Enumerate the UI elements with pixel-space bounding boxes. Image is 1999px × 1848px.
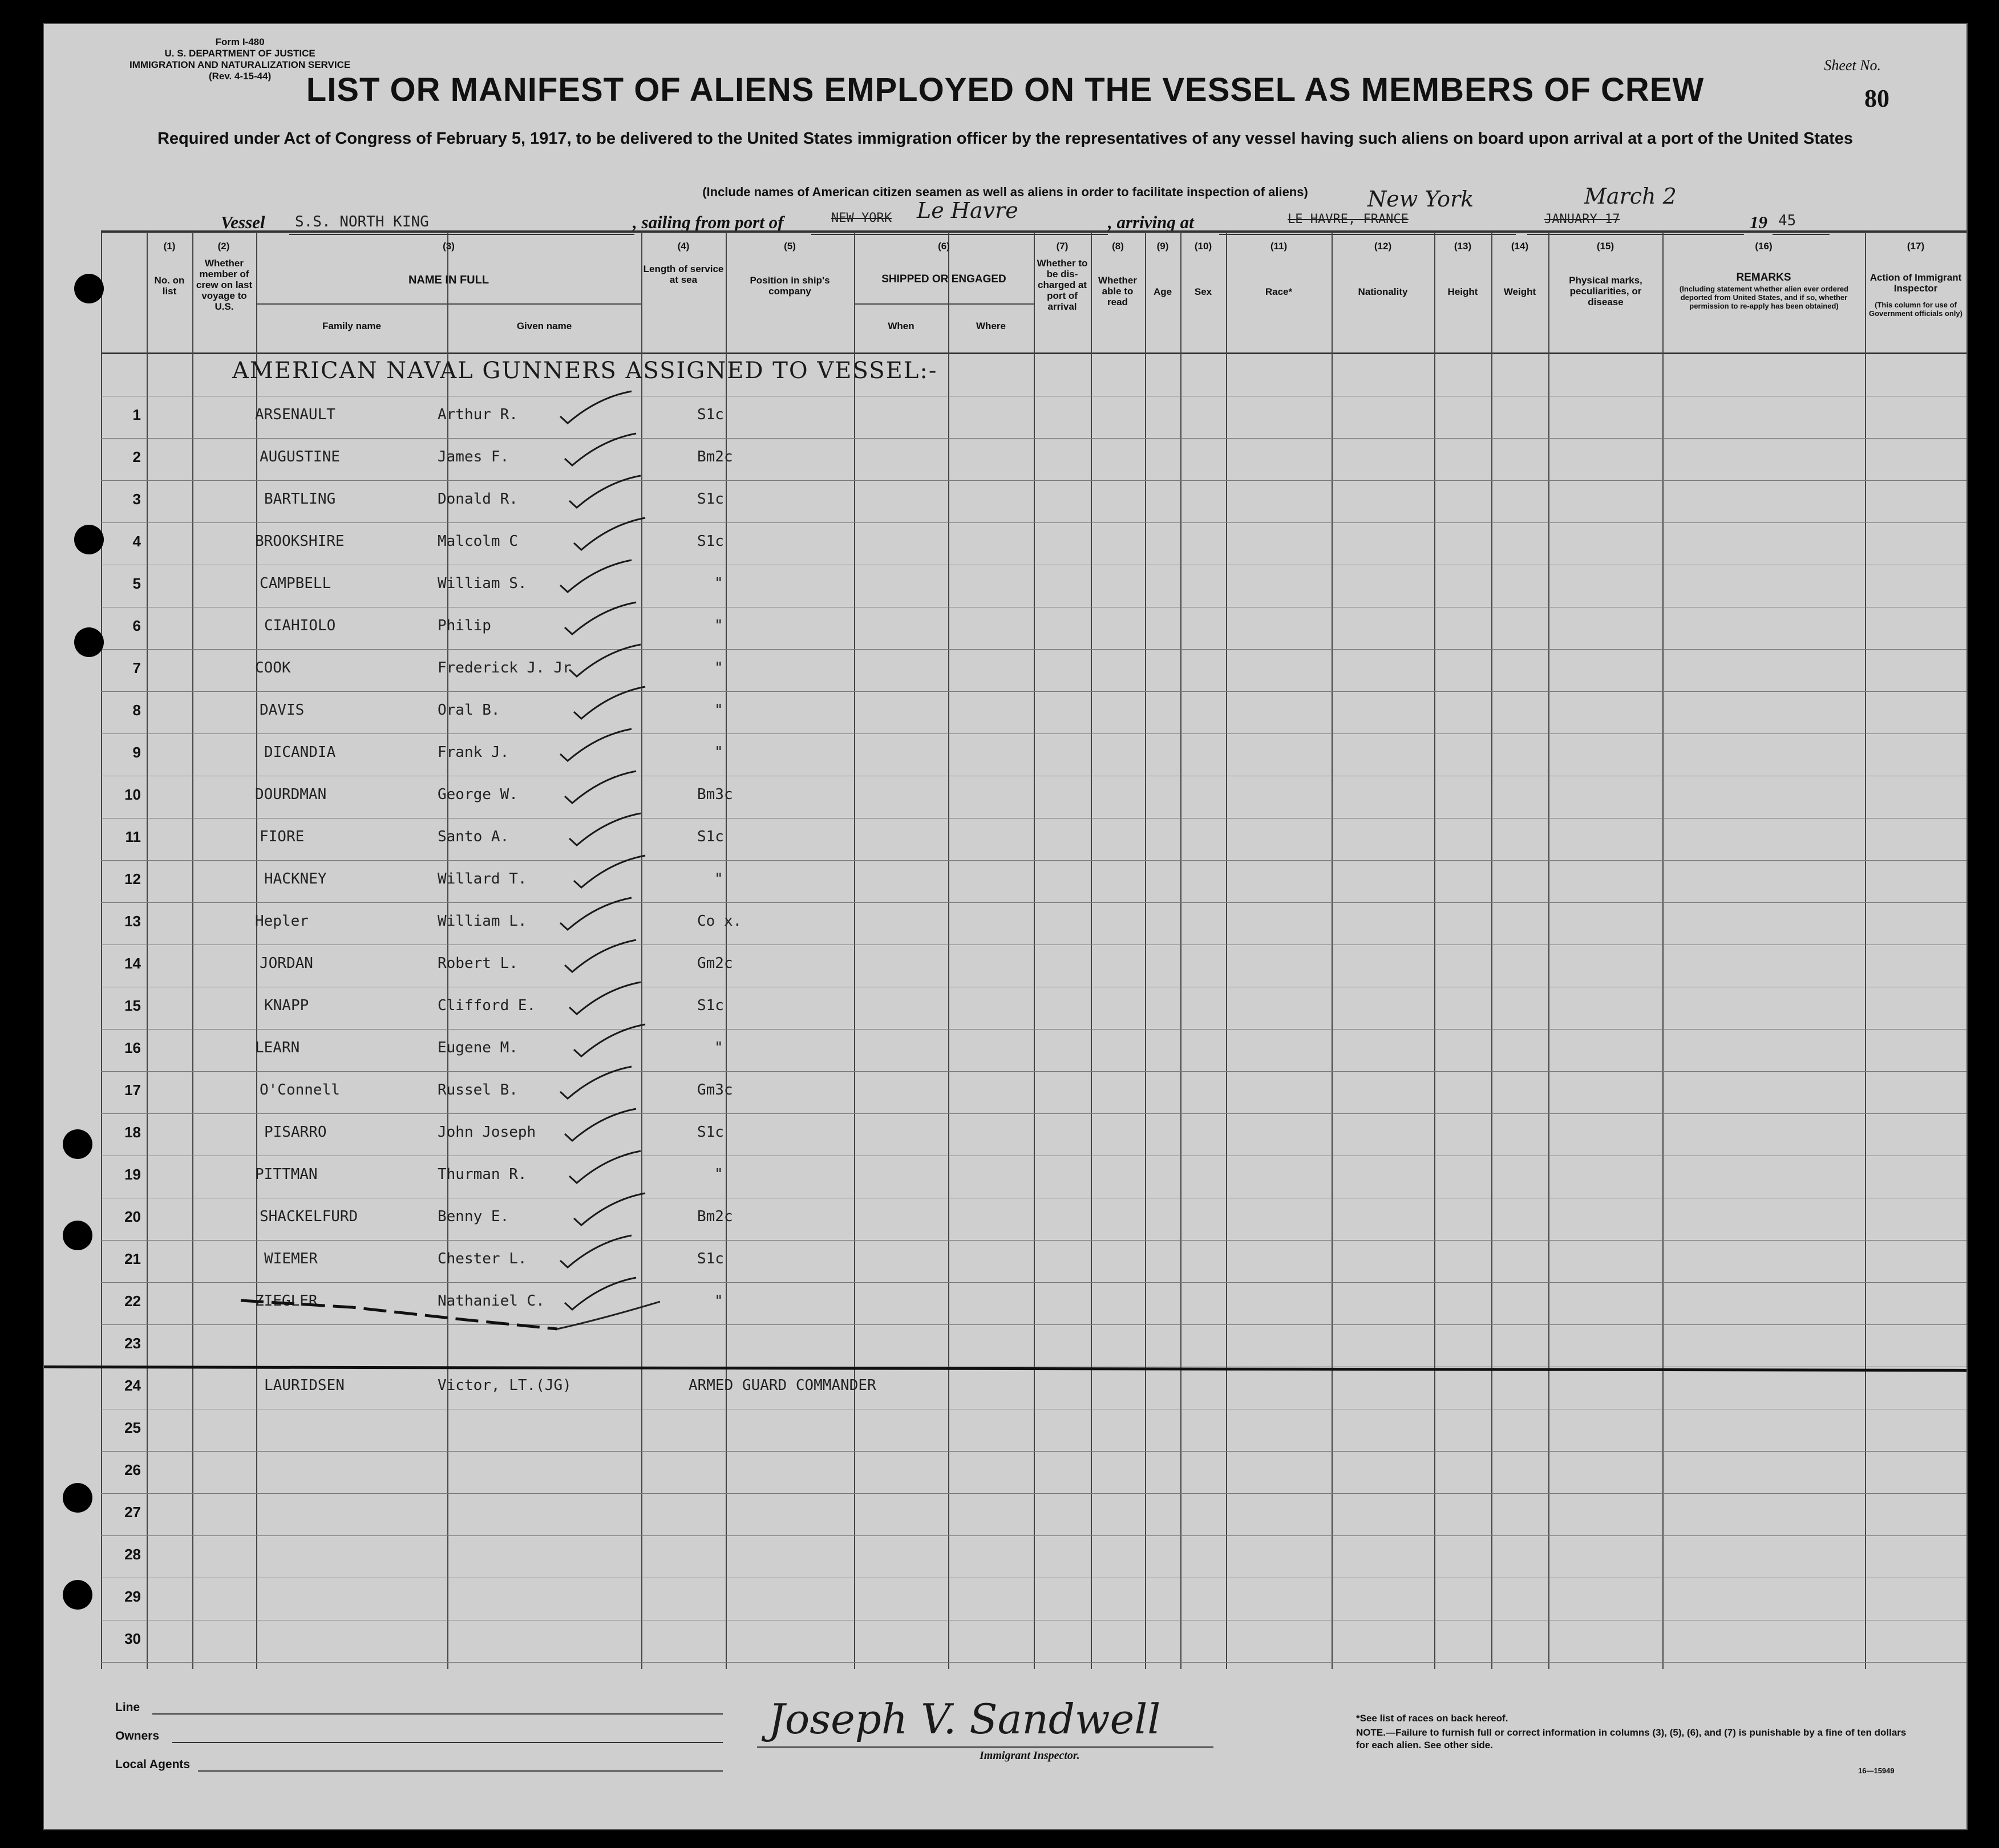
col-number: (14) [1511,241,1529,252]
department-name: U. S. DEPARTMENT OF JUSTICE [164,48,315,59]
row-number: 9 [132,744,141,761]
column-rule [948,232,949,1669]
column-rule [1548,232,1549,1669]
sheet-number-label: Sheet No. [1824,57,1881,74]
arriving-label: , arriving at [1108,212,1194,232]
column-rule [1034,232,1035,1669]
check-mark-icon [571,853,651,893]
given-name: Frederick J. Jr [438,659,572,676]
given-name: William L. [438,913,527,930]
given-name: Oral B. [438,702,500,719]
row-number: 16 [124,1039,141,1056]
family-name: FIORE [260,828,305,845]
check-mark-icon [562,769,642,809]
col-heading: No. on list [154,275,185,297]
punch-hole [63,1129,92,1159]
given-name: Robert L. [438,955,518,972]
col-number: (15) [1596,241,1614,252]
row-number: 20 [124,1208,141,1225]
owners-underline [172,1742,723,1743]
row-number: 4 [132,533,141,550]
row-number: 10 [124,786,141,803]
col-heading: Height [1447,286,1478,297]
year-prefix: 19 [1750,212,1767,232]
subheader-rule [256,303,641,305]
given-name: Donald R. [438,491,518,508]
row-rule [101,1662,1966,1663]
arriving-port-handwritten: New York [1367,187,1474,212]
row-rule [101,1029,1966,1030]
col-number: (10) [1194,241,1212,252]
col-heading: SHIPPED OR ENGAGED [881,273,1006,285]
family-name: Hepler [255,913,309,930]
row-number: 2 [132,448,141,465]
col-number: (6) [938,241,950,252]
signature-underline [757,1746,1213,1748]
ship-position: S1c [697,828,724,845]
service-name: IMMIGRATION AND NATURALIZATION SERVICE [130,59,351,70]
col-number: (5) [784,241,796,252]
col-number: (7) [1056,241,1069,252]
form-revision: (Rev. 4-15-44) [208,71,272,82]
family-name: BROOKSHIRE [255,533,345,550]
column-rule [854,232,855,1669]
given-name: Chester L. [438,1250,527,1267]
family-name: CIAHIOLO [264,617,336,634]
agents-underline [198,1770,723,1772]
family-name: LAURIDSEN [264,1377,345,1394]
given-name: Frank J. [438,744,509,761]
col-heading: Physical marks, peculiarities, or disease [1569,275,1642,307]
given-name: Nathaniel C. [438,1292,545,1310]
given-name: Russel B. [438,1081,518,1099]
column-rule [447,232,448,1669]
inspector-signature: Joseph V. Sandwell [768,1695,1161,1743]
column-rule [1491,232,1492,1669]
column-rule [1662,232,1664,1669]
sailing-underline [811,234,1108,235]
family-name: DICANDIA [264,744,336,761]
col-heading: Length of service at sea [643,264,724,285]
given-name: Clifford E. [438,997,536,1014]
family-name: O'Connell [260,1081,340,1099]
check-mark-icon [571,1022,651,1062]
given-name: Willard T. [438,870,527,887]
family-name: SHACKELFURD [260,1208,358,1225]
ship-position: Bm2c [697,448,733,465]
form-number: Form I-480 [215,37,265,47]
col-number: (12) [1374,241,1392,252]
line-label: Line [115,1701,140,1714]
sailing-port-handwritten: Le Havre [917,198,1018,223]
arrival-date-typed: JANUARY 17 [1544,212,1620,226]
row-number: 22 [124,1292,141,1310]
row-rule [101,1071,1966,1072]
ship-position: Bm2c [697,1208,733,1225]
check-mark-icon [557,1233,637,1273]
year-underline [1773,234,1830,235]
column-rule [1865,232,1866,1669]
column-rule [1145,232,1146,1669]
row-number: 11 [125,828,141,845]
row-number: 27 [124,1503,141,1521]
column-rule [101,232,102,1669]
ship-position: Gm2c [697,955,733,972]
punch-hole [63,1580,92,1610]
col-number: (3) [443,241,455,252]
col-number: (4) [677,241,690,252]
subheader-rule [854,303,1034,305]
check-mark-icon [566,1149,646,1189]
row-rule [101,522,1966,523]
given-name: Arthur R. [438,406,518,423]
row-rule [101,691,1966,692]
owners-label: Owners [115,1729,160,1742]
ship-position: S1c [697,1124,724,1141]
punch-hole [74,525,104,554]
col-number: (11) [1270,241,1288,252]
check-mark-icon [562,600,642,640]
row-number: 29 [124,1588,141,1605]
family-name: AUGUSTINE [260,448,340,465]
row-number: 15 [124,997,141,1014]
manifest-sheet [43,23,1968,1830]
family-name: DAVIS [260,702,305,719]
check-mark-icon [566,473,646,513]
column-rule [1180,232,1181,1669]
col-heading: Nationality [1358,286,1408,297]
document-title: LIST OR MANIFEST OF ALIENS EMPLOYED ON THE VESSEL AS MEMBERS OF CREW [306,71,1705,108]
punch-hole [63,1483,92,1513]
row-number: 3 [132,491,141,508]
row-number: 8 [132,702,141,719]
col-heading: Whether member of crew on last voyage to U.S. [196,258,253,312]
check-mark-icon [557,727,637,767]
check-mark-icon [557,389,637,429]
family-name: ZIEGLER [255,1292,318,1310]
col-number: (16) [1755,241,1773,252]
signature-title: Immigrant Inspector. [980,1749,1080,1762]
column-rule [256,232,257,1669]
vessel-label: Vessel [221,212,265,232]
ship-position: " [714,702,723,719]
col-heading: NAME IN FULL [408,274,489,286]
row-number: 21 [124,1250,141,1267]
col-heading: Sex [1194,286,1212,297]
row-rule [101,902,1966,903]
col-heading: Position in ship's company [750,275,830,297]
given-name: Benny E. [438,1208,509,1225]
date-underline [1527,234,1744,235]
row-rule [101,1451,1966,1452]
year-suffix: 45 [1778,212,1796,229]
row-number: 14 [124,955,141,972]
col-number: (9) [1156,241,1169,252]
check-mark-icon [562,431,642,471]
column-rule [1332,232,1333,1669]
penalty-note: NOTE.—Failure to furnish full or correct information in columns (3), (5), (6), and (7) is punishable by a fine of ten dollars for each alien. See other side. [1356,1727,1907,1750]
col-heading: Weight [1503,286,1536,297]
row-number: 26 [124,1461,141,1478]
ship-position: " [714,744,723,761]
check-mark-icon [557,1064,637,1104]
row-number: 18 [124,1124,141,1141]
family-name: KNAPP [264,997,309,1014]
check-mark-icon [566,980,646,1020]
given-name: Philip [438,617,491,634]
arriving-port-typed: LE HAVRE, FRANCE [1288,212,1409,226]
sailing-port-typed: NEW YORK [831,211,892,225]
row-number: 28 [124,1546,141,1563]
sailing-label: , sailing from port of [633,212,784,232]
local-agents-label: Local Agents [115,1758,191,1771]
row-number: 12 [124,870,141,887]
family-name: LEARN [255,1039,300,1056]
check-mark-icon [557,558,637,598]
cancel-stroke [238,1296,660,1342]
family-name: COOK [255,659,291,676]
check-mark-icon [571,684,651,724]
ship-position: " [714,1039,723,1056]
given-name: John Joseph [438,1124,536,1141]
given-name: Santo A. [438,828,509,845]
column-rule [1226,232,1227,1669]
row-number: 6 [132,617,141,634]
family-name: ARSENAULT [255,406,335,423]
document-subtitle: Required under Act of Congress of February 5, 1917, to be delivered to the United States immigration officer by the representatives of any vessel having such aliens on board upon arrival at a port of the United States [157,129,1854,148]
row-rule [101,1535,1966,1536]
col-heading: Action of Immigrant Inspector [1869,272,1962,294]
section-heading: AMERICAN NAVAL GUNNERS ASSIGNED TO VESSEL:- [232,358,938,384]
ship-position: " [714,870,723,887]
given-name: George W. [438,786,518,803]
ship-position: S1c [697,1250,724,1267]
col-subheading: Where [976,321,1006,331]
row-rule [101,1113,1966,1114]
sheet-number: 80 [1864,84,1889,112]
punch-hole [74,627,104,657]
family-name: HACKNEY [264,870,327,887]
column-rule [192,232,193,1669]
col-heading: Race* [1265,286,1293,297]
ship-position: S1c [697,491,724,508]
row-number: 30 [124,1630,141,1647]
check-mark-icon [566,811,646,851]
family-name: JORDAN [260,955,313,972]
row-number: 25 [124,1419,141,1436]
row-rule [101,1240,1966,1241]
line-underline [152,1713,723,1715]
ship-position: Bm3c [697,786,733,803]
arrival-date-handwritten: March 2 [1584,184,1677,209]
family-name: PITTMAN [255,1166,318,1183]
col-heading: Whether to be dis-charged at port of arrival [1037,258,1088,312]
check-mark-icon [562,938,642,978]
vessel-underline [289,234,634,235]
ship-position: " [714,1292,723,1310]
ship-position: " [714,575,723,592]
given-name: Eugene M. [438,1039,518,1056]
check-mark-icon [562,1107,642,1146]
col-heading: Age [1153,286,1172,297]
row-rule [101,733,1966,734]
given-name: William S. [438,575,527,592]
row-rule [101,860,1966,861]
column-rule [1091,232,1092,1669]
row-number: 13 [124,913,141,930]
row-rule [101,438,1966,439]
row-number: 24 [124,1377,141,1394]
family-name: CAMPBELL [260,575,331,592]
ship-position: Co x. [697,913,742,930]
col-subnote: (Including statement whether alien ever ordered deported from United States, and if so, whether permission to re-apply has been obtained) [1679,285,1849,310]
col-subheading: When [888,321,914,331]
given-name: Victor, LT.(JG) [438,1377,572,1394]
column-rule [147,232,148,1669]
col-number: (17) [1907,241,1925,252]
subtitle-note: (Include names of American citizen seamen as well as aliens in order to facilitate inspection of aliens) [702,185,1308,199]
col-number: (13) [1454,241,1472,252]
col-number: (2) [217,241,230,252]
family-name: BARTLING [264,491,336,508]
given-name: Thurman R. [438,1166,527,1183]
ship-position: S1c [697,997,724,1014]
ship-position: " [714,659,723,676]
row-rule [101,1493,1966,1494]
column-rule [1434,232,1435,1669]
races-note: *See list of races on back hereof. [1356,1713,1508,1724]
ship-position: ARMED GUARD COMMANDER [689,1377,876,1394]
ship-position: " [714,617,723,634]
row-rule [101,649,1966,650]
col-subheading: Family name [322,321,381,331]
given-name: Malcolm C [438,533,518,550]
row-number: 7 [132,659,141,676]
punch-hole [63,1221,92,1250]
ship-position: S1c [697,406,724,423]
col-number: (8) [1112,241,1124,252]
column-rule [726,232,727,1669]
family-name: DOURDMAN [255,786,327,803]
col-heading: Whether able to read [1098,275,1137,307]
row-number: 5 [132,575,141,592]
ship-position: " [714,1166,723,1183]
vessel-name: S.S. NORTH KING [295,213,429,230]
row-rule [101,480,1966,481]
row-number: 17 [124,1081,141,1099]
ship-position: Gm3c [697,1081,733,1099]
check-mark-icon [557,895,637,935]
row-rule [101,1282,1966,1283]
col-subnote: (This column for use of Government officials only) [1869,301,1962,318]
row-number: 23 [124,1335,141,1352]
check-mark-icon [566,642,646,682]
row-number: 19 [124,1166,141,1183]
row-number: 1 [132,406,141,423]
check-mark-icon [571,516,651,556]
arriving-underline [1219,234,1516,235]
given-name: James F. [438,448,509,465]
col-heading: REMARKS [1736,271,1791,283]
punch-hole [74,274,104,303]
print-code: 16—15949 [1858,1766,1895,1775]
col-subheading: Given name [516,321,572,331]
family-name: PISARRO [264,1124,327,1141]
ship-position: S1c [697,533,724,550]
check-mark-icon [571,1191,651,1231]
family-name: WIEMER [264,1250,318,1267]
col-number: (1) [163,241,176,252]
